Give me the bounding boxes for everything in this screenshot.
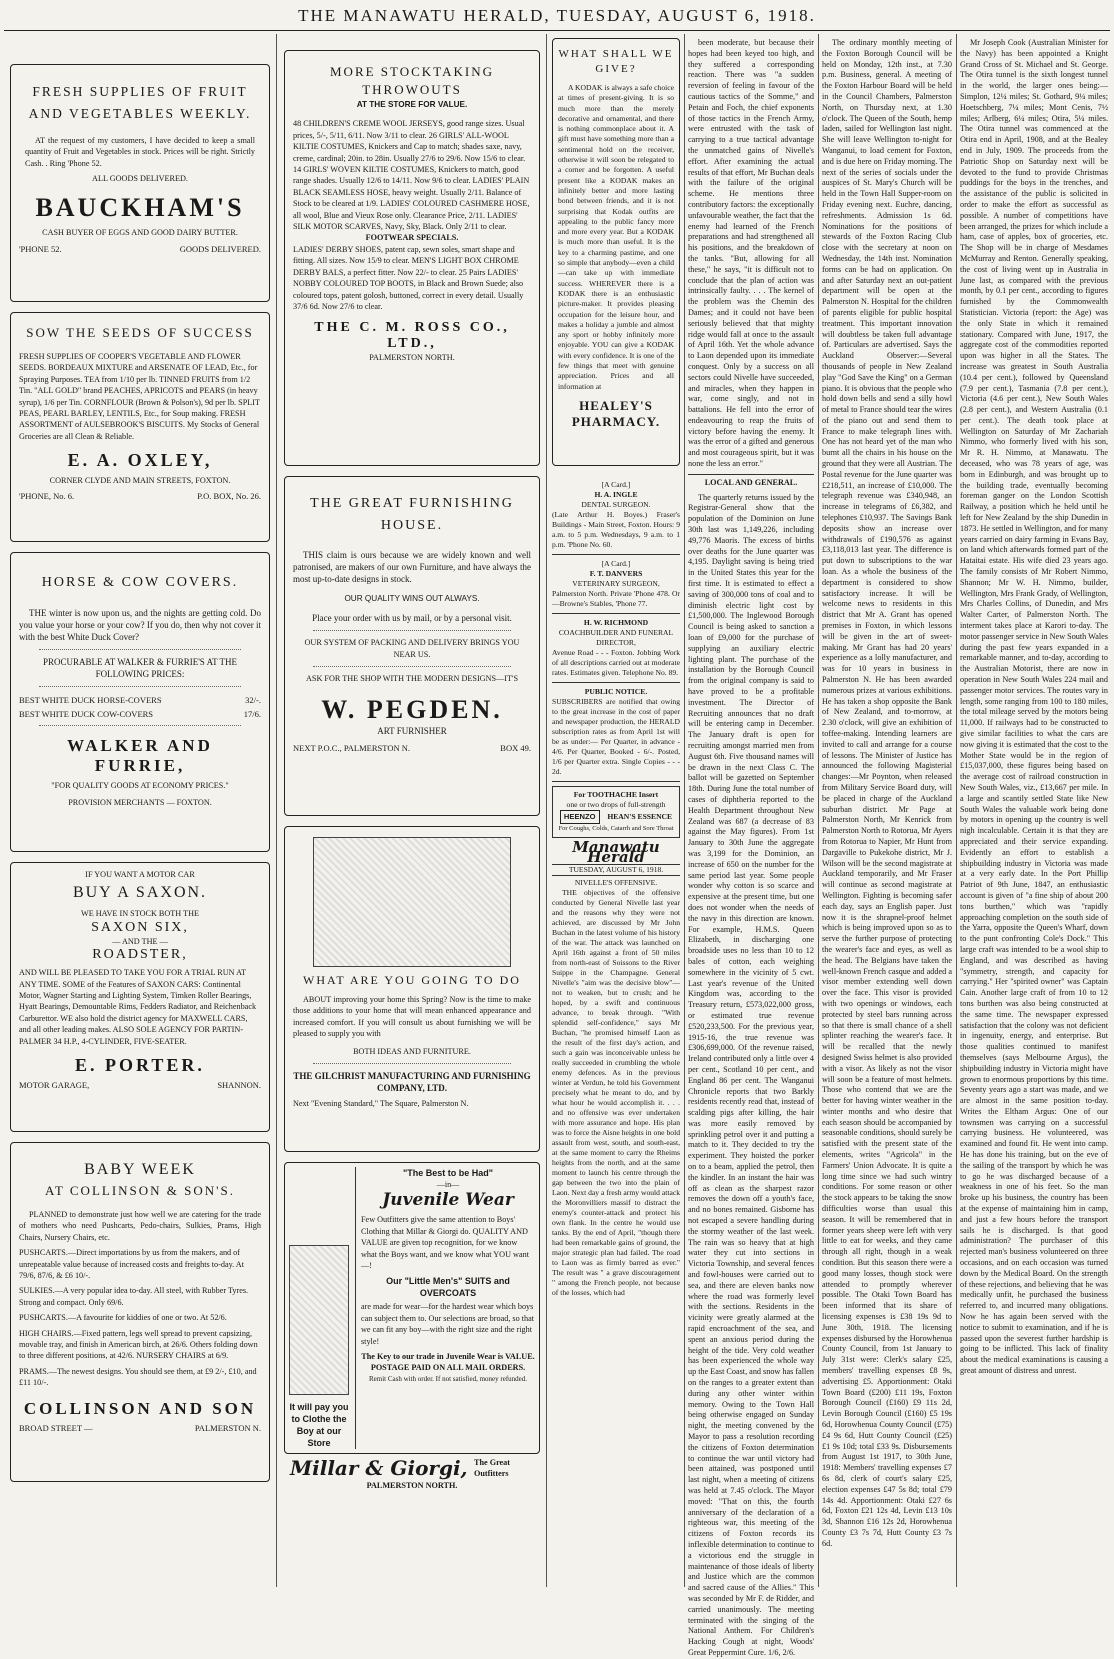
ad-sub: CASH BUYER OF EGGS AND GOOD DAIRY BUTTER. (42, 227, 238, 237)
ad-body: AT the request of my customers, I have decided to keep a small quantity of Fruit and Vegetables in stock. Prices will be right. Strictly Cash. . Ring 'Phone 52. (25, 136, 255, 168)
ad-name: BAUCKHAM'S (35, 192, 245, 222)
heenzo-uses: For Coughs, Colds, Catarrh and Sore Throat (558, 825, 674, 832)
ad-pay: It will pay you to Clothe the Boy at our Store (289, 1402, 349, 1448)
room-illustration (313, 837, 511, 967)
ad-body-2: are made for wear—for the hardest wear which boys can subject them to. Our selections are broad, so that we can fit any boy—with the right size and the right style! (361, 1302, 535, 1346)
ad-top: IF YOU WANT A MOTOR CAR (85, 870, 195, 879)
column-ads-center (284, 38, 540, 1491)
heenzo-sub: one or two drops of full-strength (566, 800, 666, 809)
ad-heading: THE GREAT FURNISHING HOUSE. (310, 496, 514, 533)
local-heading: LOCAL AND GENERAL. (688, 474, 814, 489)
column-3 (552, 38, 680, 1299)
ad-addr: NEXT P.O.C., PALMERSTON N. (293, 742, 410, 753)
ad-procurable: PROCURABLE AT WALKER & FURRIE'S AT THE FOLLOWING PRICES: (43, 657, 237, 679)
local-news: Mr Joseph Cook (Australian Minister for the Navy) has been appointed a Knight Grand Cross of St. Michael and St. George. The Otira tunnel is the sixth longest tunnel in the world, the larger ones being:—Simplon, 12¼ miles; St. Gothard, 9¼ miles; Hoetschberg, 7¼ miles; Mont Cenis, 7½ miles; Arlberg, 6¼ miles; Otira, 5¼ miles. The Otira tunnel was commenced at the Otira end in April, 1908, and at the Bealey end in July, 1909. The proceeds from the Patriotic Shop on Saturday next will be devoted to the fund to provide Christmas puddings for the boys in the trenches, and the assistance of the public is solicited in order to make the effort as successful as possible. A number of competitions have been arranged, the prizes for which include a ham, case of apples, box of groceries, etc. The Shop will be in charge of Mesdames McMurray and Renton. Generally speaking, the cost of living went up in Australia in June last, as compared with the previous month, by 0.1 per cent., according to figures furnished by the Commonwealth Statistician. Victoria (report: the Age) was the only State in which it remained stationary. Compared with June, 1917, the aggregate cost of the commodities reported upon was higher in all the States. The increase was greatest in South Australia (10.4 per cent.), followed by Queensland (7.9 per cent.), Tasmania (7.8 per cent.), Victoria (4.6 per cent.), New South Wales (2.8 per cent.), and Western Australia (0.1 per cent.). The death took place at Wellington on Saturday of Mr Zachariah Nimmo, who formerly lived with his son, Mr R. H. Nimmo, at Manawatu. The deceased, who was 78 years of age, was born in Edinburgh, and was brought up to the building trade, eventually becoming foreman ganger on the London Scottish Railway, a position which he held until he left for New Zealand by the ship Dunedin in 1873. He settled in Wellington, and for many years carried on dairy farming in Evans Bay, on land which afterwards formed part of the Hataitai estate. His wife died 23 years ago. The family consists of Mr Robert Nimmo, Shannon; Mr W. H. Nimmo, builder, Wellington, Mrs Frank Grady, of Wellington, Mrs Charles Collins, of Dunedin, and Mrs Walter Carter, of Palmerston North. The interment takes place at Karori to-day. The motor passenger service in New South Wales during the past few years expanded in a remarkable manner, and to-day, according to the Australian Motorist, there are now in operation in New South Wales 224 mail and passenger motor services. The routes vary in length, some ranging from 100 to 180 miles, the total mileage served by the motors being 11,000. If railways had to be constructed to give similar facilities to what the cars are now giving it is estimated that the cost to the Mother State would be in the region of £15,037,000, these figures being based on the average cost of railroad construction in New South Wales, viz., £13,667 per mile. In a large and scantily settled State like New South Wales the valuable work being done by motors in opening up the country is well nigh incalculable. Certain it is that they are appreciated and their service expanding. Evidently an effort to establish a shipbuilding industry in Victoria was made at a very early date. In the Port Phillip Patriot of 9th June, 1847, an enthusiastic account is given of "a fine ship of about 200 tons burthen," which was "rapidly approaching completion on the south side of the Yarra, opposite the Queen's Wharf, down to the punt confronting Cole's Dock." This large craft was intended to be a wool ship to England, and was described as having "symmetry, strength, and capacity for carrying." Her "spirited owner" was Captain Cain. Another large craft of from 10 to 12 tons burthen was also being constructed at the same time. The newspaper expressed satisfaction that the colony was not deficient in ingenuity, energy, and enterprise. But those qualities continued to manifest themselves (says Melbourne Argus), the shipbuilding industry in Victoria might have grown to enormous proportions by this time. Seventy years ago a start was made, and we are almost in the same position to-day. Writes the Eltham Argus: One of our townsmen was carrying on a successful carrying business. He volunteered, was examined and found fit. He went into camp. He has done his training, but on the eve of the sailing of the transport by which he was to go he was discharged because of a weakness in one of his feet. So the man broke up his business, the country has been at the expense of maintaining him in camp, and just a few hours before the transport sails he is discharged. Is that good administration? The purchaser of this rejected man's business volunteered on three occasions, and on each occasion was turned down by the Medical Board. On the strength of these rejections, and believing that he was medically unfit, he purchased the business referred to, and incurred many obligations. Now he has again been served with the notice to submit to examination, and if he is passed upon the severest further hardship is going to be inflicted. This lack of finality about the medical examinations is causing a great amount of distress and unrest. (960, 38, 1108, 1376)
ad-body: ABOUT improving your home this Spring? Now is the time to make those additions to your home that will mean enhanced appearance and increased comfort. If you will consult us about furnishing we will be pleased to supply you with (293, 995, 531, 1039)
ad-phone: 'PHONE 52. (19, 244, 62, 255)
ad-millar-giorgi (284, 1162, 540, 1454)
card-label: [A Card.] (601, 559, 631, 568)
ad-footwear: FOOTWEAR SPECIALS. (365, 233, 459, 243)
column-divider (276, 34, 277, 1587)
ad-tagline: "The Best to be Had" (402, 1168, 494, 1178)
millar-town: PALMERSTON NORTH. (366, 1481, 458, 1490)
ad-subheading: AT COLLINSON & SON'S. (44, 1183, 235, 1198)
ad-and: — AND THE — (112, 936, 168, 946)
ad-little: Our "Little Men's" SUITS and OVERCOATS (386, 1276, 510, 1299)
ad-heading: MORE STOCKTAKING THROWOUTS (330, 64, 494, 97)
ad-name: E. PORTER. (75, 1055, 205, 1076)
ad-ross (284, 50, 540, 466)
ad-name: THE C. M. ROSS CO., LTD., (314, 320, 510, 352)
ad-name: WALKER AND FURRIE, (67, 736, 213, 775)
ad-heading: Juvenile Wear (382, 1190, 514, 1211)
ad-heading: HORSE & COW COVERS. (41, 575, 239, 590)
ad-heading: FRESH SUPPLIES OF FRUIT AND VEGETABLES WEEKLY. (28, 84, 252, 121)
price-value: 32/-. (245, 695, 261, 705)
ad-foot: PROVISION MERCHANTS — FOXTON. (68, 798, 212, 808)
ad-garage: MOTOR GARAGE, (19, 1080, 90, 1091)
heenzo-brand: HEENZO (560, 810, 600, 824)
ad-pushcarts-2: PUSHCARTS.—A favourite for kiddies of one or two. At 52/6. (19, 1313, 227, 1323)
ad-sulkies: SULKIES.—A very popular idea to-day. All steel, with Rubber Tyres. Strong and compact. Only 69/6. (19, 1286, 249, 1307)
ad-heading: WHAT SHALL WE GIVE? (558, 48, 674, 75)
ad-heading: BUY A SAXON. (72, 884, 208, 902)
ad-prams: PRAMS.—The newest designs. You should see them, at £9 2/-, £10, and £11 10/-. (19, 1366, 257, 1388)
ad-quality: OUR QUALITY WINS OUT ALWAYS. (344, 594, 480, 603)
price-item: BEST WHITE DUCK HORSE-COVERS (19, 695, 162, 705)
card-title: DENTAL SURGEON. (581, 500, 651, 509)
local-news: The ordinary monthly meeting of the Foxton Borough Council will be held on Monday, 12th inst., at 7.30 p.m. Business, general. A meeting of the Foxton Harbour Board will be held in the Council Chambers, Palmerston North, on Thursday next, at 1.30 o'clock. The Queen of the South, hemp laden, sailed for Wellington last night. She will leave Wellington to-night for Wanganui, to load cement for Foxton, and is due here on Friday morning. The next of the series of socials under the auspices of St. Mary's Church will be held in the Town Hall Supper-room on Friday evening next. Euchre, dancing, refreshments. Admission 1s 6d. Nominations for the positions of stewards of the Foxton Racing Club close with the secretary at noon on Wednesday, the 14th inst. Nomination forms can be had on application. On and after Saturday next an out-patient department will be open at the Palmerston N. Hospital for the children of parents eligible for public hospital treatment. This important innovation will doubtless be taken full advantage of. Particulars are advertised. Says the Auckland Observer:—Several thousands of people in New Zealand play "God Save the King" on a German piano. It is obvious that the people who hold down bells and send a silly howl of metal to France should tear the wires of the piano out and send them to France to make telegraph lines with. One has not heard yet of the man who burnt all the chairs in his house on the ground that they were all Austrian. The Postal revenue for the June quarter was £218,511, an increase of £10,000. The telegraph revenue was £340,948, an increase in telegrams of £6,382, and telephones £10,937. The Savings Bank deposits show an increase over withdrawals of £190,576 as against £3,118,013 last year. The difference is put down to subscriptions to the war loan. As a whole the business of the department is considered to show satisfactory increase. It will be welcome news to residents in this district that Mr A. Grant has opened premises in Foxton, in which lessons will be given in the art of sweet-making. Mr Grant has had 20 years' experience as a lolly manufacturer, and was for 10 years in business in Palmerston N. He has been awarded numerous prizes at various exhibitions. He has taken a shop opposite the Bank of New Zealand, and to-morrow, at 2.30 o'clock, will give an exhibition of toffee-making. Intending learners are invited to call and arrange for a course of lessons. The Minister of Justice has announced the following Magisterial changes:—Mr Poynton, when released from Military Service Board duty, will be placed in charge of the Auckland suburban district. Mr Page at Palmerston North, Mr Kenrick from Palmerston North to Rotorua, Mr Ayers from Rotorua to Napier, Mr Hunt from Dargaville to Pukekohe district, Mr J. Wilson will be the second magistrate at Auckland temporarily, and Mr Fraser will continue as second magistrate at Wellington. Fighting is becoming safer each day, says an English paper. Just now it is the shrapnel-proof helmet which is being improved upon so as to serve the further purpose of protecting the wearer's face and eyes, as well as the head. The Belgians have taken the well-known French casque and added a visor member extending well down over the face. This visor is provided with two openings or windows, each protected by steel bars running across so that there is small chance of a shell splinter reaching the wearer's face. It will be recalled that the newly designed Swiss helmet is also provided with a visor. As likely as not the visor will soon be a feature of most helmets. Those who contend that we are the better for having winter weather in the winter months and who desire that each season should be accompanied by seasonable conditions, should surely be satisfied with the present state of the elements, writes "Agricola" in the Farmers' Union Advocate. It is quite a long time since we had such wintry conditions. For some reason or other the stock appears to be taking the snow difficulties worse than usual this season. It will be remembered that in former years sheep were left with very little to eat for weeks, and they came through all right, though in a weak condition. But this season there were a good many losses, though stock were attended to promptly wherever possible. The Otaki Town Board has been informed that its share of licensing expenses is £38 19s 9d to June 30th, 1918. The licensing expenses disbursed by the Horowhenua County Council, from 1st January to July 31st were: Clerk's salary £25, members' travelling expenses £8 9s, advertising £5. Apportionment: Otaki Town Board (£200) £11 19s, Foxton Borough Council (£160) £9 11s 2d, Levin Borough Council (£160) £5 19s 6d, Horowhenua County Council (£75) £4 9s 6d, Hutt County Council (£25) £1 9s 10d; total £33 9s. Disbursements from August 1st 1917, to 30th June, 1918: Members' travelling expenses £7 6s 8d, clerk of court's salary £25, election expenses £47 5s 8d; total £79 14s 4d. Apportionment: Otaki £27 6s 6d, Foxton £21 12s 4d, Levin £13 10s 3d, Shannon £16 12s 2d, Horowhenua County £3 7s 7d, Hutt County £3 7s 6d. (822, 38, 952, 1548)
ad-foot: GOODS DELIVERED. (179, 244, 261, 255)
ad-both: BOTH IDEAS AND FURNITURE. (353, 1046, 471, 1056)
ad-walker-furrie (10, 552, 270, 852)
ad-body-2: LADIES' DERBY SHOES, patent cap, sewn soles, smart shape and fitting. All sizes. Now 15/9 to clear. MEN'S LIGHT BOX CHROME DERBY BALS, a perfect fitter. Now 22/- to clear. 25 Pairs LADIES' NOBBY COLOURED TOP BOOTS, in Black and Brown Suede; also coloured tops, patent golosh, buttoned, correct in every detail. Usually 37/6 6d. Now 27/6 to clear. (293, 244, 524, 311)
ad-body: Few Outfitters give the same attention to Boys' Clothing that Millar & Giorgi do. QUALITY AND VALUE are given top recognition, for we know what the Boys want, and we know what YOU want—! (361, 1215, 529, 1271)
ad-stock: WE HAVE IN STOCK BOTH THE (80, 909, 200, 919)
ad-town: SHANNON. (217, 1080, 261, 1091)
card-title: VETERINARY SURGEON, (572, 579, 660, 588)
column-divider (818, 34, 819, 1587)
ad-motto: "FOR QUALITY GOODS AT ECONOMY PRICES." (51, 781, 229, 790)
card-name: H. W. RICHMOND (583, 618, 649, 627)
card-body: (Late Arthur H. Boyes.) Fraser's Buildings - Main Street, Foxton. Hours: 9 a.m. to 5 p.m. Wednesdays, 9 a.m. to 1 p.m. 'Phone No. 60. (552, 510, 680, 549)
ad-body: THE winter is now upon us, and the nights are getting cold. Do you value your horse or your cow? If you do, then why not cover it with the best White Duck Cover? (19, 608, 261, 642)
ad-town: PALMERSTON NORTH. (369, 353, 455, 363)
ad-high-chairs: HIGH CHAIRS.—Fixed pattern, legs well spread to prevent capsizing, movable tray, and finish in American birch, at 26/6. Others folding down to three different positions, at 42/6. NURSERY CHAIRS at 6/9. (19, 1328, 258, 1361)
herald-nameplate: Manawatu Herald (572, 838, 660, 866)
column-divider (546, 34, 547, 1587)
ad-roadster: ROADSTER, (92, 947, 188, 963)
ad-ask: ASK FOR THE SHOP WITH THE MODERN DESIGNS—IT'S (305, 674, 518, 684)
masthead-rule (4, 30, 1110, 31)
local-body: The quarterly returns issued by the Registrar-General show that the population of the Dominion on June 30th last was 1,149,226, including 49,776 Maoris. The excess of births over deaths for the June quarter was 4,195. Daylight saving is being tried in the United States this year for the first time. It is estimated to effect a saving of 300,000 tons of coal and to diminish electric light cost by £1,500,000. The Inglewood Borough Council is being asked to sanction a loan of £9,000 for the purchase of supplying an auxiliary electric lighting plant. The purchase of the installation by the Borough Council from the original company is said to have proved to be a profitable investment. The Director of Recruiting announces that no draft will be entering camp in December. The January draft is open for recruiting amongst married men from August 6th. Five thousand names will be drawn in the next Class C. The ballot will be gazetted on September 18th. During June the total number of cases of diphtheria reported to the Health Department throughout New Zealand was 687 (a decrease of 83 against the May figures). From 1st January to 30th June the aggregate was 3,199 for the Dominion, an increase of 650 on the number for the same period last year. Some people wonder why cotton is so scarce and expensive at the present time, but one does not wonder when the needs of the navy in this direction are known. For example, H.M.S. Queen Elizabeth, in discharging one broadside uses no less than 10 to 12 bales of cotton, each weighing somewhere in the vicinity of 5 cwt. Last year's revenue of the United Kingdom was, according to the Treasury return, £573,022,000 gross, or estimated true revenue £520,233,500. For the previous year, 1915-16, the true revenue was £306,699,000. Of the revenue raised, Ireland contributed only a little over 4 per cent., Scotland 10 per cent., and England 86 per cent. The Wanganui Chronicle reports that two Barkly residents recently read that, instead of scalding pigs after killing, the hair was more easily removed by sprinkling petrol over it and putting a match to it. They decided to try the experiment. They hoisted the porker on to a beam, applied the petrol, then the kindler. In an instant the hair was off as clean as the sharpest razor removes the down off a youth's face, and no bones remained. Gisborne has not escaped a severe handling during the stormy weather of the last week. The rain was so heavy that at high water they cut into sections in Victoria Township, and several fences and fowl-houses were carried out to sea, and there are eleven banks now where the road was formerly level with the sections. Residents in the vicinity were greatly alarmed at the rapid encroachment of the sea, and spent an anxious period during the height of the tide. Very cold weather has been experienced the whole way up the East Coast, and snow has fallen on the ranges to a greater extent than during any other winter within memory. Owing to the Town Hall being otherwise engaged on Sunday night, the meeting convened by the Mayor to pass a resolution recording the citizens of Foxton determination to continue the war until victory had been attained, was postponed until last night, when a meeting of citizens was held at 7.45 o'clock. The Mayor moved: "That on this, the fourth anniversary of the declaration of a righteous war, this meeting of the citizens of Foxton records its inflexible determination to continue to a victorious end the struggle in maintenance of those ideals of liberty and Justice which are the common and sacred cause of the Allies." This was seconded by Mr F. de Ridder, and carried unanimously. The meeting terminated with the singing of the National Anthem. For Children's Hacking Cough at night, Woods' Great Peppermint Cure. 1/6, 2/6. (688, 492, 814, 1657)
ad-name: HEALEY'S PHARMACY. (571, 397, 661, 429)
column-divider (956, 34, 957, 1587)
ad-body: AND WILL BE PLEASED TO TAKE YOU FOR A TRIAL RUN AT ANY TIME. SOME of the Features of SAXON CARS: Continental Motor, Wagner Starting and Lighting System, Timken Roller Bearings, Hyatt Bearings, Demountable Rims, Fedders Radiator, and Reichenback Carburettor. WE also hold the district agency for MAXWELL CARS, and all other leading makes. ALSO SOLE AGENCY FOR PARTIN-PALMER 34 H.P., 4-CYLINDER, FIVE-SEATER. (19, 968, 257, 1046)
ad-name: W. PEGDEN. (321, 694, 503, 724)
ad-order: Place your order with us by mail, or by a personal visit. (312, 613, 512, 624)
column-divider (684, 34, 685, 1587)
ad-body: FRESH SUPPLIES OF COOPER'S VEGETABLE AND FLOWER SEEDS. BORDEAUX MIXTURE and ARSENATE OF LEAD, Etc., for Spraying Purposes. TEA from 1/10 per lb. TINNED FRUITS from 1/2 Tin. "ALL GOLD" brand PEACHES, APRICOTS and PEARS (in heavy syrup), 1/6 per Tin. CORNFLOUR (Brown & Polson's), 9d per lb. SPLIT PEAS, PEARL BARLEY, LENTILS, Etc., for Soup making. FRESH ASSORTMENT of AULSEBROOK'S BISCUITS. My Stocks of General Groceries are all Clean & Reliable. (19, 352, 260, 441)
ad-postage: POSTAGE PAID ON ALL MAIL ORDERS. (370, 1363, 526, 1373)
masthead: THE MANAWATU HERALD, TUESDAY, AUGUST 6, 1918. (298, 6, 816, 25)
ad-body: A KODAK is always a safe choice at times of present-giving. It is so much more than the merely decorative and ornamental, and there is nothing commonplace about it. A gift must have something more than a sentimental hold on the receiver, otherwise it will soon be relegated to a corner and be forgotten. A useful present like a KODAK makes an infinitely better and more lasting bond between friends, and it is not surprising that Kodak outfits are appealing to the public fancy more and more every year. But a KODAK is much more than useful. It is the key to a charming pastime, and one so simple that anybody—even a child—can take up with immediate success. WHEREVER there is a KODAK there is an enthusiastic picture-maker. It provides pleasing occupation for the leisure hour, and makes a holiday a jumble and almost any sport or hobby infinitely more enjoyable. YOU can give a KODAK with every confidence. It is one of the few things that meet with genuine appreciation. Prices and all information at (558, 83, 674, 391)
ad-box: BOX 49. (500, 742, 531, 753)
card-name: F. T. DANVERS (589, 569, 643, 578)
millar-name: Millar & Giorgi, (290, 1456, 468, 1480)
ad-key: The Key to our trade in Juvenile Wear is VALUE. (361, 1352, 535, 1362)
ad-delivered: ALL GOODS DELIVERED. (92, 174, 188, 184)
ad-name: COLLINSON AND SON (23, 1398, 257, 1418)
ad-remit: Remit Cash with order. If not satisfied, money refunded. (368, 1374, 528, 1383)
ad-system: OUR SYSTEM OF PACKING AND DELIVERY BRINGS YOU NEAR US. (304, 638, 520, 659)
heenzo-essence: HEAN'S ESSENCE (607, 812, 673, 821)
column-ads-left (10, 38, 270, 1492)
ad-body: 48 CHILDREN'S CREME WOOL JERSEYS, good range sizes. Usual prices, 5/-, 5/11, 6/11. Now 3/11 to clear. 26 GIRLS' ALL-WOOL KILTIE COSTUMES, Knickers and Cap to match; shades saxe, navy, creme, cardinal; 20in. to 28in. Usually 27/6 to 29/6. Now 15/6 to clear. 14 GIRLS' WOVEN KILTIE COSTUMES, Knickers to match, good range shades. Usually 12/6 to 14/11. Now 9/6 to clear. LADIES' PLAIN BLACK SEAMLESS HOSE, heavy weight. Usually 2/11. Balance of Stock to be cleared at 1/9. LADIES' COLOURED CASHMERE HOSE, all wool, Blue and Vieux Rose only. Clearance Price, 2/11. LADIES' SILK MOTOR SCARVES, Navy, Sky, Black. Only 2/11 to clear. (293, 119, 530, 232)
leader-body: THE objectives of the offensive conducted by General Nivelle last year and the reasons why they were not achieved, are discussed by Mr John Buchan in the latest volume of his history of the war. The attack was launched on April 16th against a front of 50 miles from north-east of Soissons to the River Suippe in the Champagne. General Nivelle's "aim was the decisive blow"—not to weaken, but to crush; and he hoped, by a swift and continuous advance, to break through. "With splendid self-confidence," says Mr Buchan, "he promised himself Laon as the result of the first day's action, and such a gain was inconceivable unless he really succeeded in crumbling the whole enemy defences. As in the previous winter at Verdun, he told his Government precisely what he meant to do, and by what hour he would accomplish it. . . . and no offensive was ever undertaken with more assurance and hope. His plan was to force the Aisne heights in one bold assault from west, south, and south-east, at the same moment to carry the Rheims heights from the north, and at the same moment to launch his centre through the gap between the two into the plain of Laon. Next day a fresh army would attack the Moronvilliers massif to distract the enemy's counter-attack and protect his own flank. In the centre he would use tanks. By the end of April, "though there had been remarkable gains of ground, the major strategic plan had failed. The road to Laon was as firmly barred as ever." The result was " a grave discouragement " among the French people, not because of the losses, which had (552, 888, 680, 1297)
ad-pegden (284, 476, 540, 816)
card-body: Avenue Road - - - Foxton. Jobbing Work of all descriptions carried out at moderate rates. Estimates given. Telephone No. 89. (552, 648, 680, 677)
millar-great: The Great Outfitters (474, 1457, 511, 1478)
ad-healey (552, 38, 680, 466)
ad-heading: SOW THE SEEDS OF SUCCESS (26, 325, 254, 340)
card-title: COACHBUILDER AND FUNERAL DIRECTOR, (558, 628, 674, 647)
price-value: 17/6. (243, 709, 261, 719)
notice-body: SUBSCRIBERS are notified that owing to the great increase in the cost of paper and newspaper production, the HERALD subscription rates as from April 1st will be as under:— Per Quarter, in advance - 4/6. Per Quarter, Booked - 6/-. Posted, 1/6 per Quarter extra. Single Copies - - - 2d. (552, 697, 680, 776)
price-item: BEST WHITE DUCK COW-COVERS (19, 709, 154, 719)
ad-box: P.O. BOX, No. 26. (197, 490, 261, 501)
ad-street: BROAD STREET — (19, 1422, 93, 1433)
ad-intro: PLANNED to demonstrate just how well we are catering for the trade of mothers who need Pushcarts, Pedo-chairs, Sulkies, Prams, High Chairs, Nursery Chairs, etc. (19, 1210, 261, 1242)
leader-continued: been moderate, but because their hopes had been keyed too high, and they suffered a corresponding reaction. There was "a sudden reversion of feeling in favour of the cautious tactics of the Somme," and Petain and Foch, the chief exponents of those tactics in the French Army, were entrusted with the task of carrying to a true tactical advantage the unmatched gains of Nivelle's effort. After examining the actual results of that effort, Mr Buchan deals with the failure of the original scheme. He mentions three contributory factors: the exceptionally unfavourable weather, the fact that the enemy had learned of the French preparations and had strengthened all his positions, and the breakdown of the tanks. "But, allowing for all these," he says, "it is difficult not to conclude that the plan of action was intrinsically faulty. . . . The kernel of the problem was the Chemin des Dames; and it could not have been seriously believed that that mighty ridge would fall at once to the assault of April 16th. Yet the whole advance to Laon depended upon its immediate conquest. Only by a success on all sectors could Nivelle have succeeded, and miracles, when they happen in war, come singly, and not in battalions. He fell into the error of endeavouring to reap the fruits of victory before having the enemy. It was the error of a gifted and generous and most courageous spirit, but it was none the less an error." (688, 38, 814, 469)
ad-in: —in— (436, 1180, 460, 1189)
column-5 (822, 38, 952, 1588)
ad-bauckham (10, 64, 270, 302)
ad-gilchrist (284, 826, 540, 1152)
ad-addr: CORNER CLYDE AND MAIN STREETS, FOXTON. (49, 476, 231, 486)
card-label: [A Card.] (601, 480, 631, 489)
ad-name: E. A. OXLEY, (67, 450, 213, 471)
card-name: H. A. INGLE (594, 490, 638, 499)
ad-phone: 'PHONE, No. 6. (19, 490, 75, 501)
ad-heenzo (552, 786, 680, 838)
ad-collinson (10, 1142, 270, 1482)
notice-title: PUBLIC NOTICE. (584, 687, 648, 696)
leader-title: NIVELLE'S OFFENSIVE. (574, 878, 658, 887)
column-6 (960, 38, 1108, 1588)
ad-pushcarts: PUSHCARTS.—Direct importations by us from the makers, and of unrepeatable value because of increased costs and freights to-day. At 79/6, 87/6, & £6 10/-. (19, 1248, 244, 1281)
ad-sub: AT THE STORE FOR VALUE. (356, 100, 468, 109)
card-body: Palmerston North. Private 'Phone 478. Or—Browne's Stables, 'Phone 77. (552, 589, 680, 608)
ad-town: PALMERSTON N. (194, 1422, 261, 1433)
ad-heading: BABY WEEK (84, 1161, 196, 1178)
ad-heading: WHAT ARE YOU GOING TO DO (303, 973, 521, 987)
herald-date: TUESDAY, AUGUST 6, 1918. (552, 864, 680, 876)
ad-trade: ART FURNISHER (377, 725, 447, 736)
ad-addr: Next "Evening Standard," The Square, Palmerston N. (293, 1099, 469, 1109)
column-4 (688, 38, 814, 1657)
ad-porter (10, 862, 270, 1132)
heenzo-title: For TOOTHACHE Insert (573, 790, 659, 799)
ad-oxley (10, 312, 270, 542)
ad-name: THE GILCHRIST MANUFACTURING AND FURNISHING COMPANY, LTD. (293, 1071, 531, 1094)
ad-saxon-six: SAXON SIX, (91, 919, 189, 935)
cards-section (552, 476, 680, 1298)
boy-illustration (289, 1245, 349, 1395)
ad-body: THIS claim is ours because we are widely known and well patronised, are makers of our own Furniture, and have always the most up-to-date designs in stock. (293, 550, 531, 584)
